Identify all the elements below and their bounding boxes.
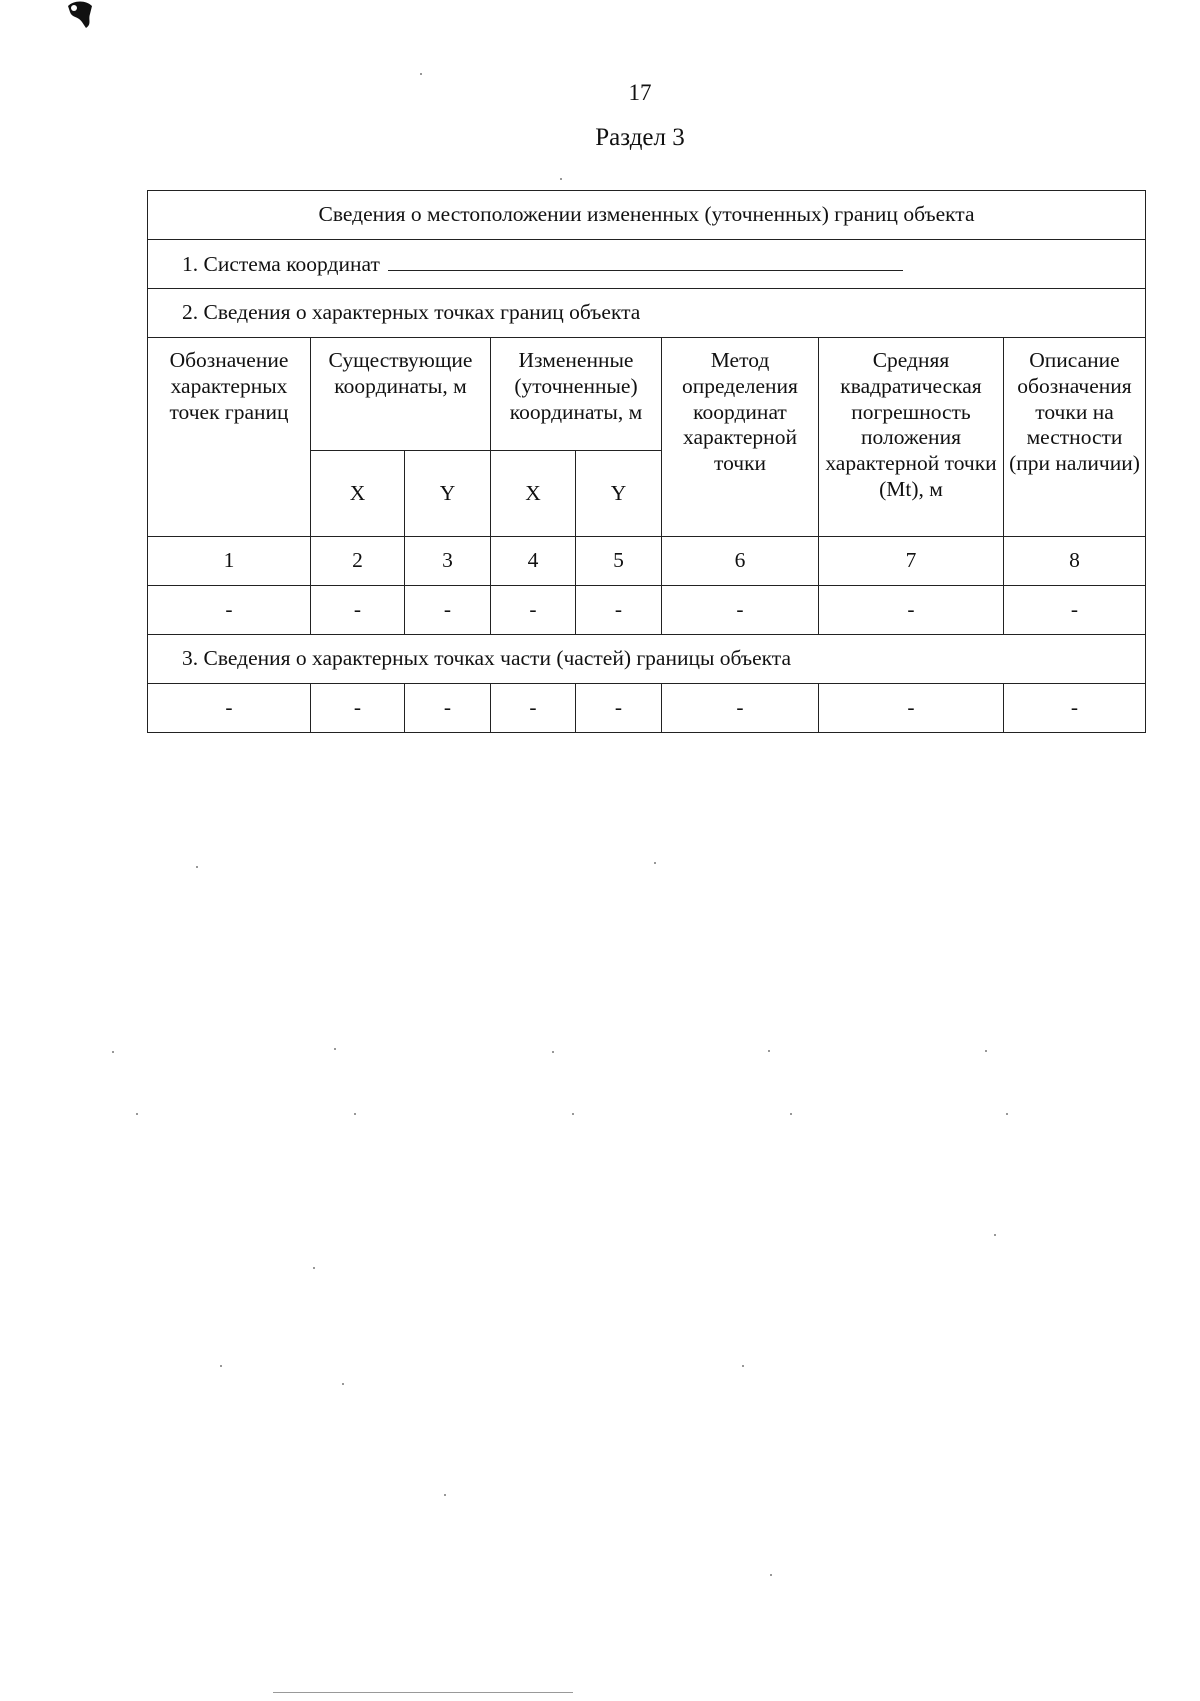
column-number: 4 bbox=[491, 537, 576, 586]
column-number: 3 bbox=[405, 537, 491, 586]
table-cell: - bbox=[491, 586, 576, 635]
header-existing-coords: Существующие координаты, м bbox=[311, 338, 491, 451]
coord-system-cell bbox=[148, 240, 1146, 289]
header-point-designation: Обозначение характерных точек границ bbox=[148, 338, 311, 537]
table-cell: - bbox=[1004, 586, 1146, 635]
scan-artifact-mark bbox=[62, 0, 102, 32]
coord-system-row bbox=[148, 240, 1146, 289]
column-number: 8 bbox=[1004, 537, 1146, 586]
header-method: Метод определения координат характерной точки bbox=[662, 338, 819, 537]
table-cell: - bbox=[662, 586, 819, 635]
column-number: 5 bbox=[576, 537, 662, 586]
coord-system-label: 1. Система координат bbox=[182, 252, 380, 277]
parts-section-row bbox=[148, 635, 1146, 684]
table-cell: - bbox=[148, 684, 311, 733]
header-sub-x-changed: X bbox=[491, 451, 576, 537]
points-section-row bbox=[148, 289, 1146, 338]
parts-section-label: 3. Сведения о характерных точках части (частей) границы объекта bbox=[148, 635, 1146, 684]
page-number: 17 bbox=[628, 80, 652, 105]
table-cell: - bbox=[311, 684, 405, 733]
table-title-row bbox=[148, 191, 1146, 240]
table-cell: - bbox=[576, 586, 662, 635]
table-cell: - bbox=[662, 684, 819, 733]
header-mean-error: Средняя квадратическая погрешность положения характерной точки (Mt), м bbox=[819, 338, 1004, 537]
boundary-info-table bbox=[147, 190, 1146, 733]
header-sub-y-changed: Y bbox=[576, 451, 662, 537]
column-number: 1 bbox=[148, 537, 311, 586]
header-description: Описание обозначения точки на местности (при наличии) bbox=[1004, 338, 1146, 537]
table-cell: - bbox=[405, 586, 491, 635]
bottom-scan-line bbox=[273, 1692, 573, 1693]
table-row bbox=[148, 684, 1146, 733]
table-cell: - bbox=[405, 684, 491, 733]
header-sub-x-existing: X bbox=[311, 451, 405, 537]
table-cell: - bbox=[148, 586, 311, 635]
header-changed-coords: Измененные (уточненные) координаты, м bbox=[491, 338, 662, 451]
table-row bbox=[148, 586, 1146, 635]
coord-system-blank-line bbox=[388, 250, 903, 271]
table-cell: - bbox=[311, 586, 405, 635]
table-cell: - bbox=[576, 684, 662, 733]
header-row-top bbox=[148, 338, 1146, 451]
column-number: 7 bbox=[819, 537, 1004, 586]
table-cell: - bbox=[1004, 684, 1146, 733]
header-sub-y-existing: Y bbox=[405, 451, 491, 537]
section-title: Раздел 3 bbox=[595, 124, 685, 151]
column-numbers-row bbox=[148, 537, 1146, 586]
column-number: 2 bbox=[311, 537, 405, 586]
table-cell: - bbox=[491, 684, 576, 733]
column-number: 6 bbox=[662, 537, 819, 586]
table-title: Сведения о местоположении измененных (уточненных) границ объекта bbox=[148, 191, 1146, 240]
table-cell: - bbox=[819, 684, 1004, 733]
points-section-label: 2. Сведения о характерных точках границ объекта bbox=[148, 289, 1146, 338]
table-cell: - bbox=[819, 586, 1004, 635]
